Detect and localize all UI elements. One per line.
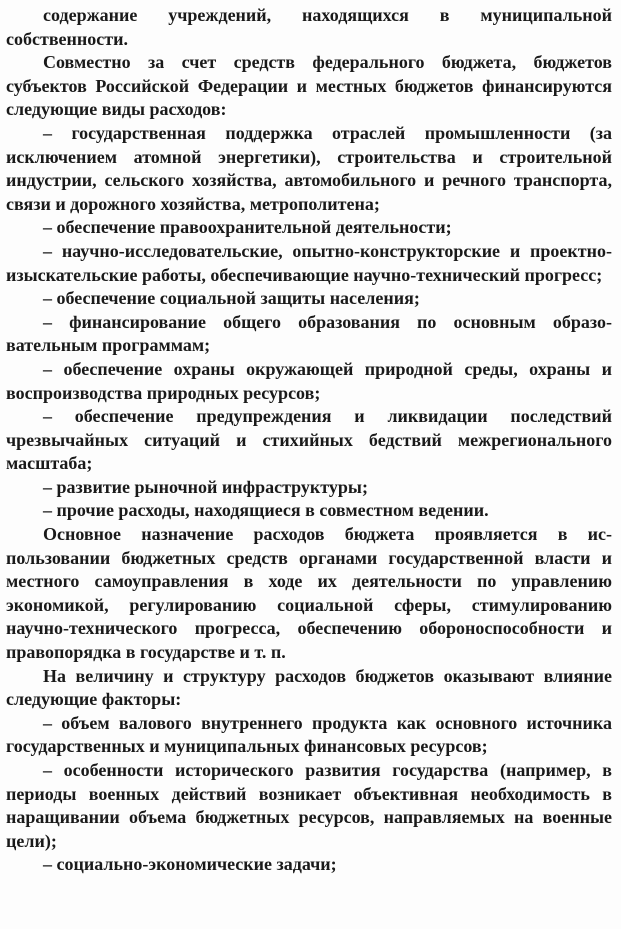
paragraph-continuation: содержание учреждений, находящихся в муниципальной собственности.: [6, 5, 612, 49]
list-item: – прочие расходы, находящиеся в совместном ведении.: [43, 500, 489, 521]
paragraph-factors: На величину и структуру расходов бюджетов оказывают влияние следующие факторы:: [6, 665, 612, 710]
list-item: – научно-исследовательские, опытно-конструкторские и проектно-изыскательские работы, обеспечивающие научно-технический прогресс;: [6, 240, 612, 285]
paragraph-purpose: Основное назначение расходов бюджета проявляется в использовании бюджетных средств органами государственной власти и местного самоуправления в ходе их деятельности по управлению экономикой, регулированию социальной сферы, стимулированию научно-технического прогресса, обеспечению обороноспособности и правопорядка в государстве и т. п.: [6, 524, 612, 663]
list-item: – финансирование общего образования по основным образовательным программам;: [6, 311, 612, 356]
list-item: – обеспечение социальной защиты населения;: [43, 288, 420, 309]
list-item: – обеспечение охраны окружающей природной среды, охраны и воспроизводства природных ресурсов;: [6, 358, 612, 403]
body-text: [6, 4, 612, 877]
list-item: – обеспечение правоохранительной деятельности;: [43, 217, 452, 238]
list-item: – развитие рыночной инфраструктуры;: [43, 476, 368, 497]
list-item: – особенности исторического развития государства (например, в периоды военных действий возникает объективная необходимость в наращивании объема бюджетных ресурсов, направляемых на военные цели);: [6, 760, 612, 851]
list-item: – государственная поддержка отраслей промышленности (за исключением атомной энергетики), строительства и строительной индустрии, сельского хозяйства, автомобильного и речного транспорта, связи и дорожного хозяйства, метрополитена;: [6, 122, 612, 214]
paragraph-joint-funding: Совместно за счет средств федерального бюджета, бюджетов субъектов Российской Федерации и местных бюджетов финансируются следующие виды расходов:: [6, 52, 612, 120]
list-item: – объем валового внутреннего продукта как основного источника государственных и муниципальных финансовых ресурсов;: [6, 712, 612, 757]
list-item: – обеспечение предупреждения и ликвидации последствий чрезвычайных ситуаций и стихийных бедствий межрегионального масштаба;: [6, 406, 612, 474]
list-item: – социально-экономические задачи;: [43, 854, 337, 875]
